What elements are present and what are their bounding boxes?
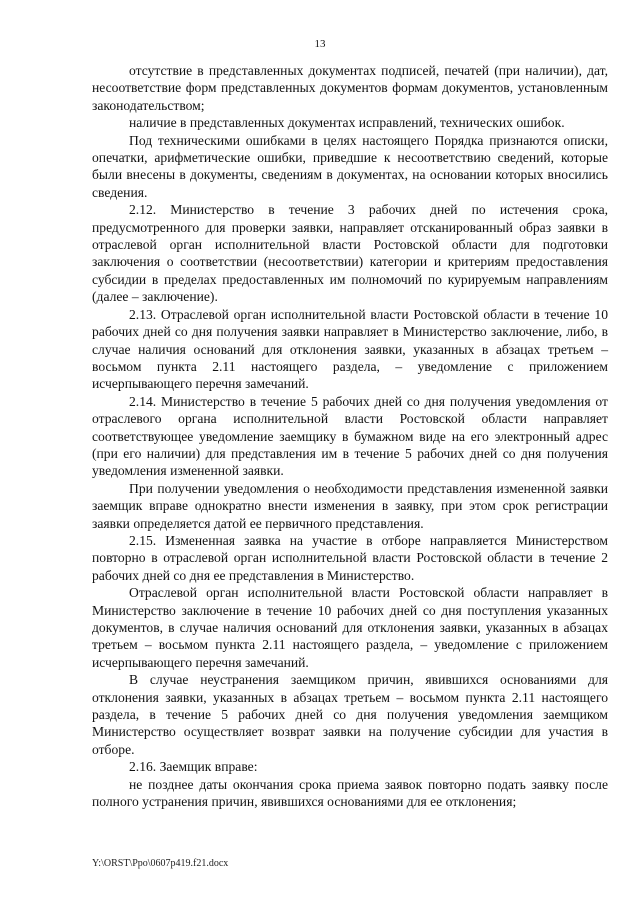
paragraph: 2.13. Отраслевой орган исполнительной власти Ростовской области в течение 10 рабочих дней со дня получения заявки направляет в Министерство заключение, либо, в случае наличия оснований для отклонения заявки, указанных в абзацах третьем – восьмом пункта 2.11 настоящего раздела, – уведомление с приложением исчерпывающего перечня замечаний. bbox=[92, 306, 608, 392]
paragraph: 2.16. Заемщик вправе: bbox=[129, 759, 258, 775]
paragraph: При получении уведомления о необходимости представления измененной заявки заемщик вправе однократно внести изменения в заявку, при этом срок регистрации заявки определяется датой ее первичного представления. bbox=[92, 480, 608, 531]
paragraph: отсутствие в представленных документах подписей, печатей (при наличии), дат, несоответствие форм представленных документов формам документов, установленным законодательством; bbox=[92, 63, 608, 113]
paragraph: наличие в представленных документах исправлений, технических ошибок. bbox=[129, 115, 565, 131]
document-body bbox=[92, 62, 608, 810]
footer-file-path: Y:\ORST\Ppo\0607p419.f21.docx bbox=[92, 858, 229, 869]
paragraph: не позднее даты окончания срока приема заявок повторно подать заявку после полного устранения причин, явившихся основаниями для ее отклонения; bbox=[92, 776, 608, 810]
paragraph: Отраслевой орган исполнительной власти Ростовской области направляет в Министерство заключение в течение 10 рабочих дней со дня поступления указанных документов, в случае наличия оснований для отклонения заявки, указанных в абзацах третьем – восьмом пункта 2.11 настоящего раздела, – уведомление с приложением исчерпывающего перечня замечаний. bbox=[92, 585, 608, 670]
paragraph: 2.15. Измененная заявка на участие в отборе направляется Министерством повторно в отраслевой орган исполнительной власти Ростовской области в течение 2 рабочих дней со дня ее представления в Министерство. bbox=[92, 532, 608, 583]
page-number: 13 bbox=[314, 38, 326, 50]
paragraph: Под техническими ошибками в целях настоящего Порядка признаются описки, опечатки, арифметические ошибки, приведшие к несоответствию сведений, которые были внесены в документы, сведениям в документах, на основании которых вносились сведения. bbox=[92, 132, 608, 200]
paragraph: 2.12. Министерство в течение 3 рабочих дней по истечения срока, предусмотренного для проверки заявки, направляет отсканированный образ заявки в отраслевой орган исполнительной власти Ростовской области для подготовки заключения о соответствии (несоответствии) категории и критериям предоставления субсидии в пределах предоставленных им полномочий по курируемым направлениям (далее – заключение). bbox=[92, 202, 608, 305]
paragraph: 2.14. Министерство в течение 5 рабочих дней со дня получения уведомления от отраслевого органа исполнительной власти Ростовской области направляет соответствующее уведомление заемщику в бумажном виде на его электронный адрес (при его наличии) для представления им в течение 5 рабочих дней со дня получения уведомления измененной заявки. bbox=[92, 393, 608, 479]
paragraph: В случае неустранения заемщиком причин, явившихся основаниями для отклонения заявки, указанных в абзацах третьем – восьмом пункта 2.11 настоящего раздела, в течение 5 рабочих дней со дня получения уведомления заемщиком Министерство осуществляет возврат заявки на получение субсидии для участия в отборе. bbox=[92, 672, 608, 757]
